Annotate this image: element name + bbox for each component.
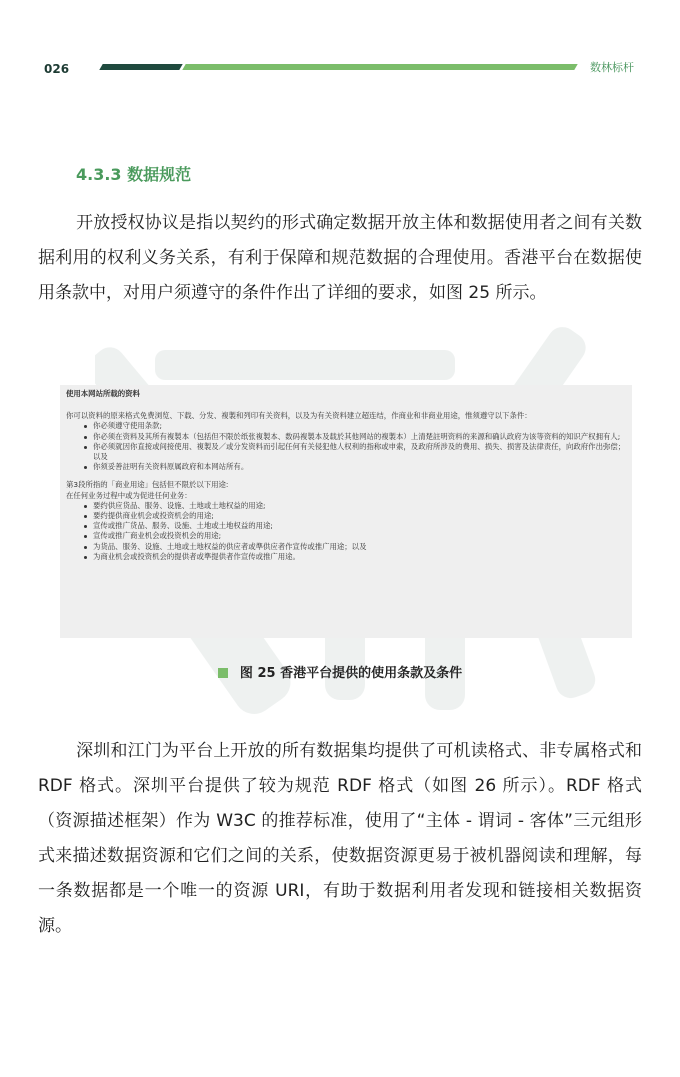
list-item: 你必须在资料及其所有複製本（包括但不限於纸张複製本、数码複製本及载於其他网站的複製本）上清楚註明资料的来源和确认政府为该等资料的知识产权拥有人; <box>84 432 626 442</box>
list-item: 你必须遵守使用条款; <box>84 421 626 431</box>
list-item: 宣传或推广商业机会或投资机会的用途; <box>84 531 626 541</box>
figure-heading: 使用本网站所载的资料 <box>66 389 140 398</box>
brand-label: 数林标杆 <box>590 61 634 74</box>
list-item: 要约提供商业机会或投资机会的用途; <box>84 511 626 521</box>
list-item: 为商业机会或投资机会的提供者或準提供者作宣传或推广用途。 <box>84 552 626 562</box>
figure-intro: 你可以资料的原来格式免费浏览、下载、分发、複製和列印有关资料，以及为有关资料建立超连结，作商业和非商业用途，惟须遵守以下条件： <box>66 411 532 421</box>
caption-text: 图 25 香港平台提供的使用条款及条件 <box>239 666 463 681</box>
commercial-uses-list <box>66 501 626 562</box>
header-bar-dark <box>99 64 182 70</box>
commercial-intro-line-1: 第3段所指的「商业用途」包括但不限於以下用途: <box>66 480 229 490</box>
page-number: 026 <box>44 62 70 76</box>
section-title: 4.3.3 数据规范 <box>76 165 192 184</box>
list-item: 你必须就因你直接或间接使用、複製及／或分发资料而引起任何有关侵犯他人权利的指称或申索，及政府所涉及的费用、损失、损害及法律责任，向政府作出弥偿；以及 <box>84 442 626 462</box>
terms-figure-screenshot <box>60 385 632 638</box>
body-paragraph-2 <box>38 734 642 944</box>
paragraph-1-text: 开放授权协议是指以契约的形式确定数据开放主体和数据使用者之间有关数据利用的权利义务关系，有利于保障和规范数据的合理使用。香港平台在数据使用条款中，对用户须遵守的条件作出了详细的要求，如图 25 所示。 <box>38 213 642 303</box>
list-item: 要约供应货品、服务、设施、土地或土地权益的用途; <box>84 501 626 511</box>
list-item: 宣传或推广货品、服务、设施、土地或土地权益的用途; <box>84 521 626 531</box>
figure-caption <box>0 662 680 681</box>
caption-square-icon <box>218 668 228 678</box>
body-paragraph-1 <box>38 206 642 311</box>
list-item: 为货品、服务、设施、土地或土地权益的供应者或準供应者作宣传或推广用途；以及 <box>84 542 626 552</box>
commercial-intro-line-2: 在任何业务过程中或为促进任何业务： <box>66 490 192 500</box>
header-bar-green <box>182 64 577 70</box>
list-item: 你须妥善註明有关资料原属政府和本网站所有。 <box>84 462 626 472</box>
conditions-list <box>66 421 626 472</box>
paragraph-2-text: 深圳和江门为平台上开放的所有数据集均提供了可机读格式、非专属格式和 RDF 格式。深圳平台提供了较为规范 RDF 格式（如图 26 所示）。RDF 格式（资源描述框架）作为 W3C 的推荐标准，使用了“主体 - 谓词 - 客体”三元组形式来描述数据资源和它们之间的关系，使数据资源更易于被机器阅读和理解，每一条数据都是一个唯一的资源 URI，有助于数据利用者发现和链接相关数据资源。 <box>38 741 642 936</box>
